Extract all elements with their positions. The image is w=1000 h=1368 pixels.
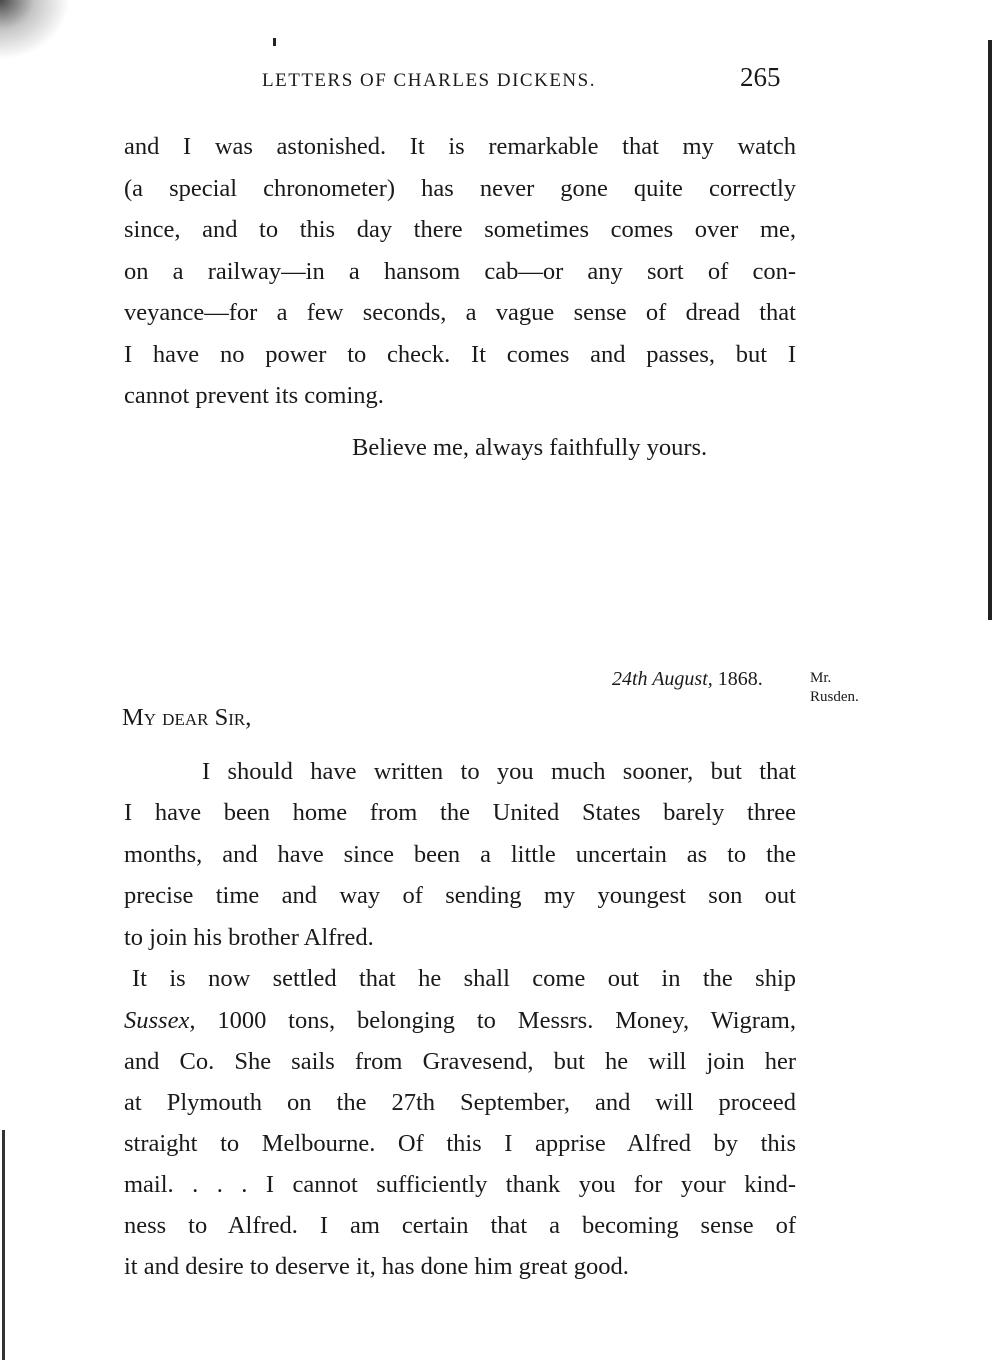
margin-note-line: Rusden.	[810, 689, 859, 705]
text-line	[124, 1006, 796, 1036]
scan-smudge	[0, 0, 70, 60]
text-line: on a railway—in a hansom cab—or any sort of con-	[124, 258, 796, 285]
text-line: it and desire to deserve it, has done him great good.	[124, 1253, 629, 1280]
scan-speck	[273, 38, 276, 46]
date-year: 1868.	[712, 668, 763, 690]
text-line: I have been home from the United States barely three	[124, 799, 796, 826]
text-line: ness to Alfred. I am certain that a becoming sense of	[124, 1212, 796, 1239]
text-line: months, and have since been a little uncertain as to the	[124, 841, 796, 868]
text-line: and Co. She sails from Gravesend, but he will join her	[124, 1048, 796, 1075]
text-line: (a special chronometer) has never gone quite correctly	[124, 175, 796, 202]
date-day: 24th August,	[612, 668, 713, 690]
running-head	[0, 62, 1000, 102]
text-line: and I was astonished. It is remarkable that my watch	[124, 133, 796, 160]
text-line: precise time and way of sending my youngest son out	[124, 882, 796, 909]
text-line: I have no power to check. It comes and passes, but I	[124, 341, 796, 368]
running-title: LETTERS OF CHARLES DICKENS.	[262, 70, 596, 91]
ship-name: Sussex,	[124, 1007, 196, 1034]
text-line: I should have written to you much sooner, but that	[202, 758, 796, 785]
text-line: It is now settled that he shall come out in the ship	[132, 965, 796, 992]
text-line: at Plymouth on the 27th September, and will proceed	[124, 1089, 796, 1116]
text-line: to join his brother Alfred.	[124, 924, 374, 951]
ship-details: 1000 tons, belonging to Messrs. Money, Wigram,	[195, 1007, 796, 1034]
text-line: straight to Melbourne. Of this I apprise Alfred by this	[124, 1130, 796, 1157]
margin-note-line: Mr.	[810, 670, 832, 686]
text-line: veyance—for a few seconds, a vague sense of dread that	[124, 299, 796, 326]
recipient-margin-note	[810, 669, 859, 707]
letter-date	[612, 668, 763, 691]
salutation: My dear Sir,	[122, 704, 252, 731]
text-line: cannot prevent its coming.	[124, 382, 384, 409]
scan-edge-left	[2, 1130, 5, 1360]
text-line: since, and to this day there sometimes comes over me,	[124, 216, 796, 243]
text-line: mail. . . . I cannot sufficiently thank you for your kind-	[124, 1171, 796, 1198]
scan-edge-right	[988, 40, 992, 620]
page-number: 265	[740, 62, 781, 92]
letter-closing: Believe me, always faithfully yours.	[352, 434, 708, 461]
